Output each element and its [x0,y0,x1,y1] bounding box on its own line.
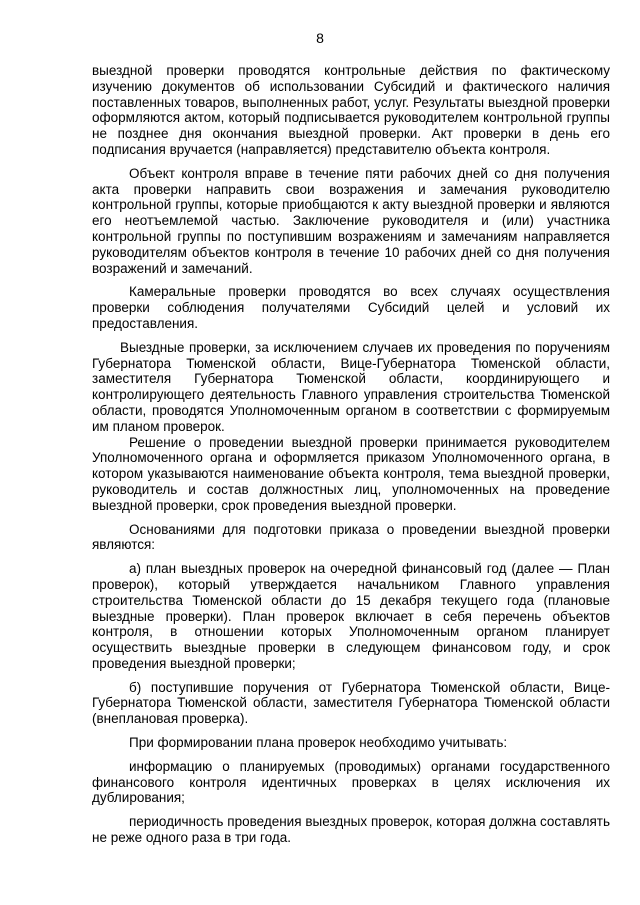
paragraph-grounds-b: б) поступившие поручения от Губернатора Тюменской области, Вице-Губернатора Тюменской области, заместителя Губернатора Тюменской области (внеплановая проверка). [92,679,610,727]
paragraph-consideration-info: информацию о планируемых (проводимых) органами государственного финансового контроля идентичных проверках в целях исключения их дублирования; [92,758,610,806]
page-number: 8 [316,30,324,46]
paragraph-plan-considerations: При формировании плана проверок необходимо учитывать: [129,735,508,751]
document-body [92,63,610,846]
paragraph-consideration-periodicity: периодичность проведения выездных проверок, которая должна составлять не реже одного раза в три года. [92,814,610,846]
paragraph-desk-audits: Камеральные проверки проводятся во всех случаях осуществления проверки соблюдения получателями Субсидий целей и условий их предоставления. [92,284,610,331]
paragraph-grounds-a: а) план выездных проверок на очередной финансовый год (далее — План проверок), который утверждается начальником Главного управления строительства Тюменской области до 15 декабря текущего года (плановые выездные проверки). План проверок включает в себя перечень объектов контроля, в отношении которых Уполномоченным органом планирует осуществить выездные проверки в следующем финансовом году, и срок проведения выездной проверки; [92,561,610,671]
paragraph-grounds-heading: Основаниями для подготовки приказа о проведении выездной проверки являются: [92,521,610,553]
paragraph-field-audits: Выездные проверки, за исключением случаев их проведения по поручениям Губернатора Тюменской области, Вице-Губернатора Тюменской области, заместителя Губернатора Тюменской области, координирующего и контролирующего деятельность Главного управления строительства Тюменской области, проводятся Уполномоченным органом в соответствии с формируемым им планом проверок. [92,339,610,434]
paragraph-inspection-actions: выездной проверки проводятся контрольные действия по фактическому изучению документов об использовании Субсидий и фактического наличия поставленных товаров, выполненных работ, услуг. Результаты выездной проверки оформляются актом, который подписывается руководителем контрольной группы не позднее дня окончания выездной проверки. Акт проверки в день его подписания вручается (направляется) представителю объекта контроля. [92,63,610,157]
paragraph-objections: Объект контроля вправе в течение пяти рабочих дней со дня получения акта проверки направить свои возражения и замечания руководителю контрольной группы, которые приобщаются к акту выездной проверки и являются его неотъемлемой частью. Заключение руководителя и (или) участника контрольной группы по поступившим возражениям и замечаниям направляется руководителям объектов контроля в течение 10 рабочих дней со дня получения возражений и замечаний. [92,165,610,276]
paragraph-audit-decision: Решение о проведении выездной проверки принимается руководителем Уполномоченного органа и оформляется приказом Уполномоченного органа, в котором указываются наименование объекта контроля, тема выездной проверки, руководитель и состав должностных лиц, уполномоченных на проведение выездной проверки, срок проведения выездной проверки. [92,434,610,513]
